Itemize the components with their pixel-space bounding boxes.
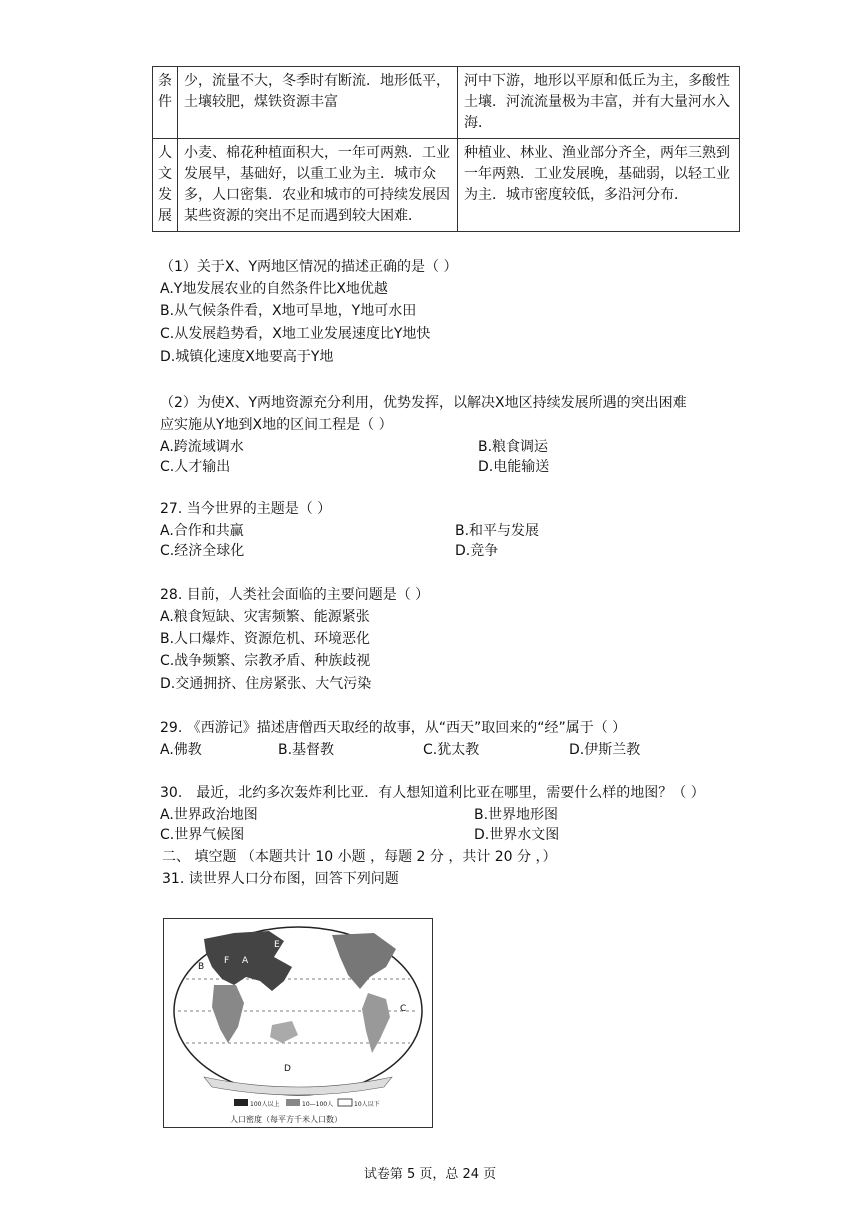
table-row [153, 67, 740, 139]
question-stem: 30. 最近，北约多次轰炸利比亚．有人想知道利比亚在哪里，需要什么样的地图？（ ） [160, 785, 705, 801]
option-a[interactable]: A.粮食短缺、灾害频繁、能源紧张 [160, 609, 370, 625]
map-caption: 人口密度（每平方千米人口数） [230, 1115, 342, 1124]
comparison-table [152, 66, 740, 232]
option-a[interactable]: A.世界政治地图 [160, 807, 258, 823]
legend-label-mid: 10—100人 [302, 1101, 334, 1108]
world-population-map [163, 918, 433, 1128]
row-header: 条 件 [153, 67, 178, 139]
option-a[interactable]: A.合作和共赢 [160, 523, 244, 539]
option-d[interactable]: D.城镇化速度X地要高于Y地 [160, 349, 334, 365]
option-d[interactable]: D.竞争 [455, 543, 499, 559]
option-c[interactable]: C.犹太教 [423, 742, 480, 758]
option-c[interactable]: C.经济全球化 [160, 543, 245, 559]
option-d[interactable]: D.伊斯兰教 [569, 742, 641, 758]
legend-swatch-high [234, 1099, 248, 1106]
option-c[interactable]: C.世界气候图 [160, 827, 245, 843]
option-a[interactable]: A.跨流域调水 [160, 439, 244, 455]
option-b[interactable]: B.世界地形图 [474, 807, 559, 823]
table-row [153, 139, 740, 232]
question-stem: 29. 《西游记》描述唐僧西天取经的故事，从“西天”取回来的“经”属于（ ） [160, 720, 627, 736]
question-stem: 27. 当今世界的主题是（ ） [160, 501, 332, 517]
map-label-b: B [198, 962, 205, 972]
map-label-a: A [242, 956, 249, 966]
map-label-c: C [400, 1004, 407, 1014]
option-d[interactable]: D.世界水文图 [474, 827, 560, 843]
option-c[interactable]: C.人才输出 [160, 459, 231, 475]
section-heading: 二、 填空题 （本题共计 10 小题 ，每题 2 分 ，共计 20 分 ，） [162, 849, 557, 865]
option-b[interactable]: B.人口爆炸、资源危机、环境恶化 [160, 631, 371, 647]
option-b[interactable]: B.从气候条件看，X地可旱地，Y地可水田 [160, 303, 417, 319]
table-cell-x: 少，流量不大，冬季时有断流．地形低平，土壤较肥，煤铁资源丰富 [177, 67, 457, 139]
row-header: 人 文 发 展 [153, 139, 178, 232]
page-footer: 试卷第 5 页，总 24 页 [363, 1167, 497, 1182]
option-b[interactable]: B.粮食调运 [478, 439, 549, 455]
option-b[interactable]: B.和平与发展 [455, 523, 540, 539]
map-figure [164, 919, 432, 1127]
map-label-e: E [274, 940, 280, 950]
question-stem-continued: 应实施从Y地到X地的区间工程是（ ） [160, 417, 393, 433]
option-a[interactable]: A.佛教 [160, 742, 202, 758]
table-cell-y: 河中下游，地形以平原和低丘为主，多酸性土壤．河流流量极为丰富，并有大量河水入海． [457, 67, 739, 139]
option-c[interactable]: C.从发展趋势看，X地工业发展速度比Y地快 [160, 326, 431, 342]
table-cell-x: 小麦、棉花种植面积大，一年可两熟．工业发展早，基础好，以重工业为主．城市众多，人口密集．农业和城市的可持续发展因某些资源的突出不足而遇到较大困难． [177, 139, 457, 232]
question-stem: 28. 目前，人类社会面临的主要问题是（ ） [160, 587, 430, 603]
map-label-f: F [224, 956, 230, 966]
legend-label-high: 100人以上 [250, 1101, 280, 1108]
option-c[interactable]: C.战争频繁、宗教矛盾、种族歧视 [160, 653, 371, 669]
table-cell-y: 种植业、林业、渔业部分齐全，两年三熟到一年两熟．工业发展晚，基础弱，以轻工业为主．城市密度较低，多沿河分布． [457, 139, 739, 232]
option-d[interactable]: D.电能输送 [478, 459, 550, 475]
legend-label-low: 10人以下 [354, 1101, 380, 1108]
question-stem: （2）为使X、Y两地资源充分利用，优势发挥，以解决X地区持续发展所遇的突出困难 [160, 395, 687, 411]
option-b[interactable]: B.基督教 [278, 742, 335, 758]
map-label-d: D [284, 1064, 291, 1074]
question-stem: 31. 读世界人口分布图，回答下列问题 [162, 871, 399, 887]
option-d[interactable]: D.交通拥挤、住房紧张、大气污染 [160, 676, 372, 692]
question-stem: （1）关于X、Y两地区情况的描述正确的是（ ） [160, 259, 458, 275]
legend-swatch-mid [286, 1099, 300, 1106]
option-a[interactable]: A.Y地发展农业的自然条件比X地优越 [160, 281, 388, 297]
legend-swatch-low [338, 1099, 352, 1106]
